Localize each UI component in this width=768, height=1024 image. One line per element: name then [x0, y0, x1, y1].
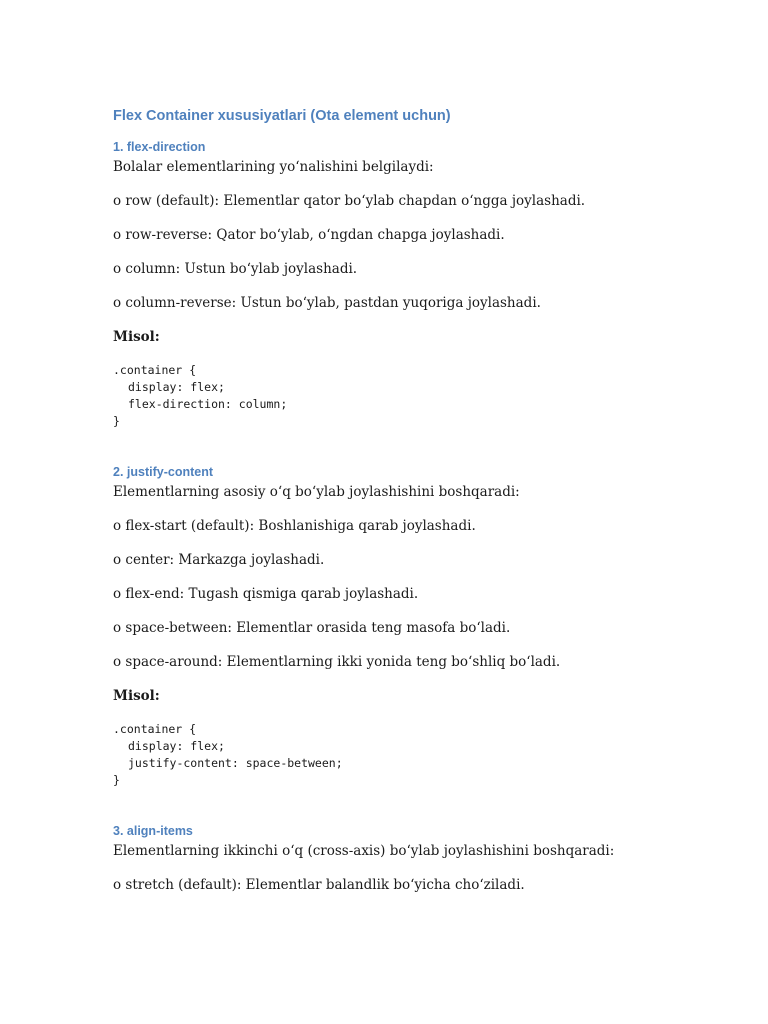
code-block — [113, 362, 713, 430]
section-heading: 3. align-items — [113, 824, 193, 838]
code-line: .container { — [113, 363, 197, 377]
code-line: display: flex; — [128, 380, 225, 394]
code-line: justify-content: space-between; — [128, 756, 343, 770]
section-intro: Bolalar elementlarining yo‘nalishini belgilaydi: — [113, 159, 434, 175]
section-justify-content — [113, 464, 713, 789]
code-line: } — [113, 773, 120, 787]
section-heading: 2. justify-content — [113, 465, 214, 479]
list-item: o stretch (default): Elementlar balandlik bo‘yicha cho‘ziladi. — [113, 877, 525, 893]
section-intro: Elementlarning ikkinchi o‘q (cross-axis) bo‘ylab joylashishini boshqaradi: — [113, 843, 615, 859]
example-label: Misol: — [113, 688, 160, 704]
list-item: o space-between: Elementlar orasida teng masofa bo‘ladi. — [113, 620, 511, 636]
section-heading: 1. flex-direction — [113, 140, 206, 154]
example-label: Misol: — [113, 329, 160, 345]
list-item: o flex-end: Tugash qismiga qarab joylashadi. — [113, 586, 419, 602]
list-item: o flex-start (default): Boshlanishiga qarab joylashadi. — [113, 518, 476, 534]
code-line: flex-direction: column; — [128, 397, 288, 411]
list-item: o center: Markazga joylashadi. — [113, 552, 325, 568]
code-block — [113, 721, 713, 789]
list-item: o row-reverse: Qator bo‘ylab, o‘ngdan chapga joylashadi. — [113, 227, 505, 243]
section-intro: Elementlarning asosiy o‘q bo‘ylab joylashishini boshqaradi: — [113, 484, 520, 500]
list-item: o space-around: Elementlarning ikki yonida teng bo‘shliq bo‘ladi. — [113, 654, 561, 670]
section-flex-direction — [113, 139, 713, 430]
list-item: o column: Ustun bo‘ylab joylashadi. — [113, 261, 358, 277]
document-title: Flex Container xususiyatlari (Ota element uchun) — [113, 108, 451, 124]
document-page — [113, 106, 713, 910]
list-item: o column-reverse: Ustun bo‘ylab, pastdan yuqoriga joylashadi. — [113, 295, 541, 311]
list-item: o row (default): Elementlar qator bo‘ylab chapdan o‘ngga joylashadi. — [113, 193, 586, 209]
code-line: display: flex; — [128, 739, 225, 753]
code-line: .container { — [113, 722, 197, 736]
code-line: } — [113, 414, 120, 428]
section-align-items — [113, 823, 713, 894]
